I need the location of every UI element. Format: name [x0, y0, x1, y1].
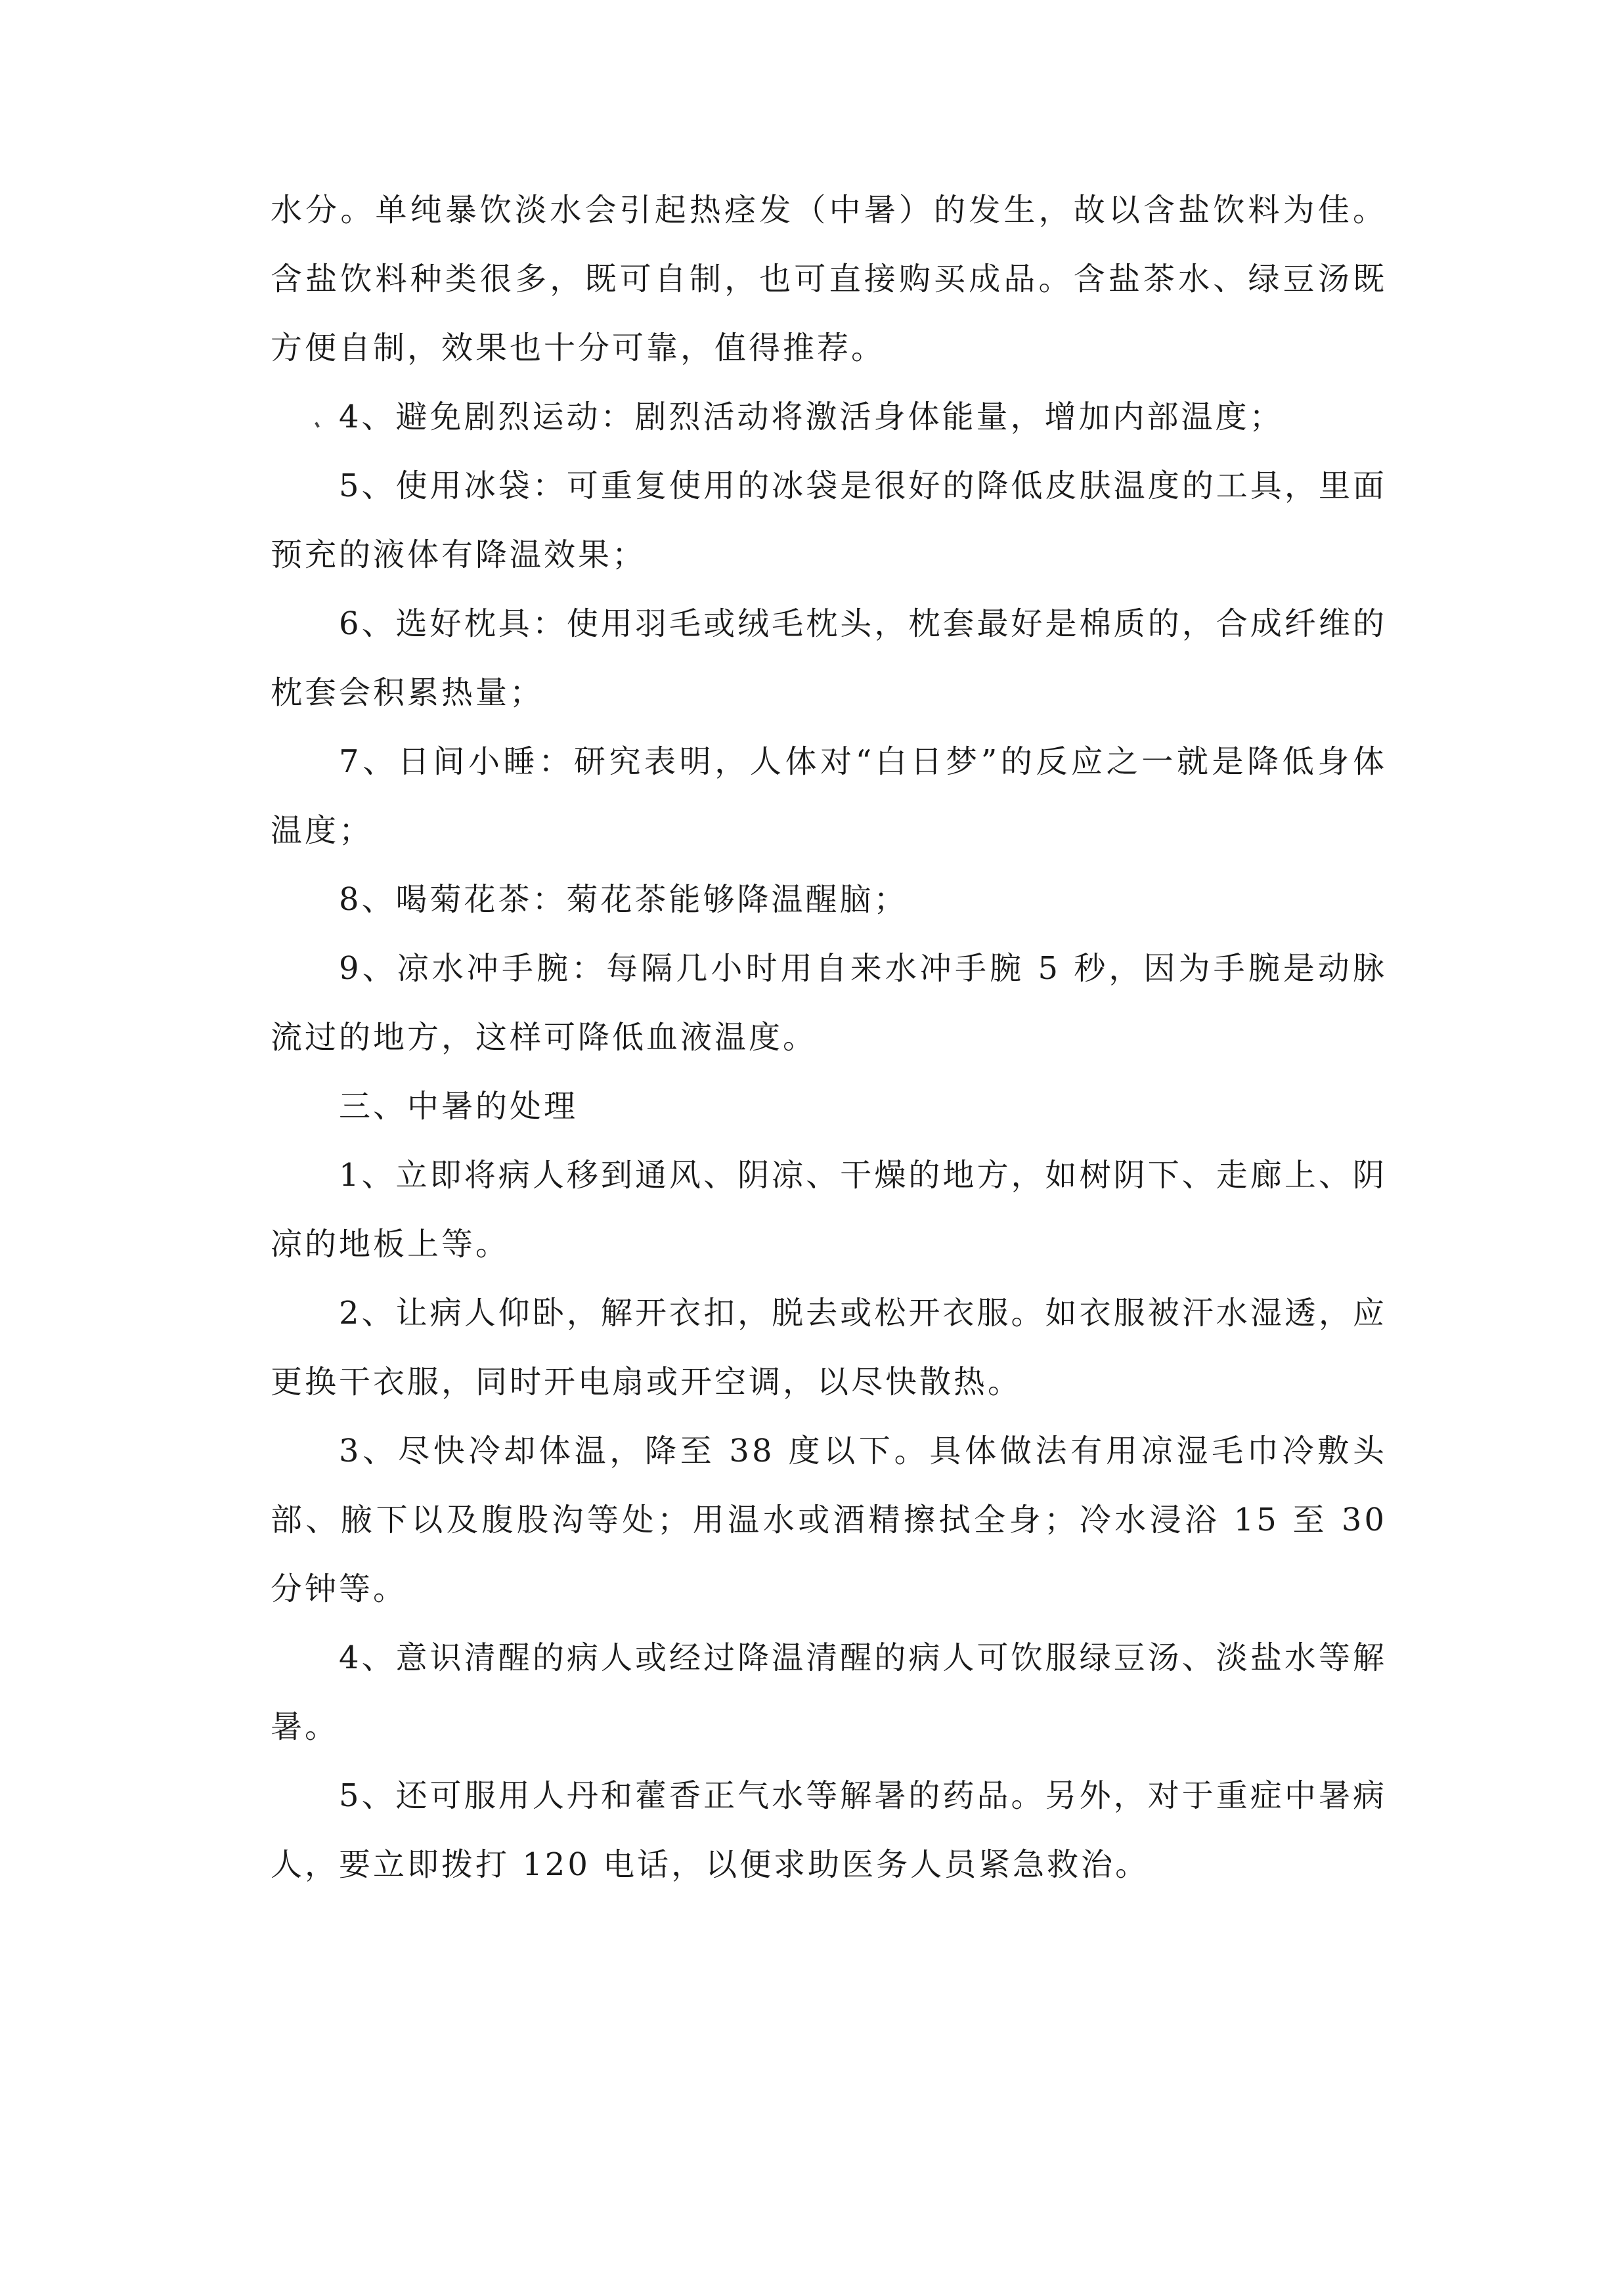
section-heading: 三、中暑的处理 — [339, 1088, 579, 1125]
paragraph-item-8: 8、喝菊花茶：菊花茶能够降温醒脑； — [339, 881, 908, 918]
paragraph-item-4: 4、避免剧烈运动：剧烈活动将激活身体能量，增加内部温度； — [339, 399, 1284, 435]
paragraph-treatment-5: 5、还可服用人丹和藿香正气水等解暑的药品。另外，对于重症中暑病人，要立即拨打 120 电话，以便求助医务人员紧急救治。 — [271, 1777, 1387, 1883]
paragraph-continuation: 水分。单纯暴饮淡水会引起热痉发（中暑）的发生，故以含盐饮料为佳。含盐饮料种类很多，既可自制，也可直接购买成品。含盐茶水、绿豆汤既方便自制，效果也十分可靠，值得推荐。 — [271, 192, 1387, 366]
paragraph-item-9: 9、凉水冲手腕：每隔几小时用自来水冲手腕 5 秒，因为手腕是动脉流过的地方，这样可降低血液温度。 — [271, 950, 1387, 1056]
paragraph-item-7: 7、日间小睡：研究表明，人体对“白日梦”的反应之一就是降低身体温度； — [271, 743, 1387, 849]
paragraph-treatment-2: 2、让病人仰卧，解开衣扣，脱去或松开衣服。如衣服被汗水湿透，应更换干衣服，同时开电扇或开空调，以尽快散热。 — [271, 1295, 1387, 1400]
paragraph-treatment-1: 1、立即将病人移到通风、阴凉、干燥的地方，如树阴下、走廊上、阴凉的地板上等。 — [271, 1157, 1387, 1263]
body-text — [271, 176, 1387, 1899]
paragraph-treatment-3: 3、尽快冷却体温，降至 38 度以下。具体做法有用凉湿毛巾冷敷头部、腋下以及腹股沟等处；用温水或酒精擦拭全身；冷水浸浴 15 至 30 分钟等。 — [271, 1433, 1387, 1607]
paragraph-item-5: 5、使用冰袋：可重复使用的冰袋是很好的降低皮肤温度的工具，里面预充的液体有降温效果； — [271, 467, 1387, 573]
paragraph-item-6: 6、选好枕具：使用羽毛或绒毛枕头，枕套最好是棉质的，合成纤维的枕套会积累热量； — [271, 605, 1387, 711]
paragraph-treatment-4: 4、意识清醒的病人或经过降温清醒的病人可饮服绿豆汤、淡盐水等解暑。 — [271, 1639, 1387, 1745]
